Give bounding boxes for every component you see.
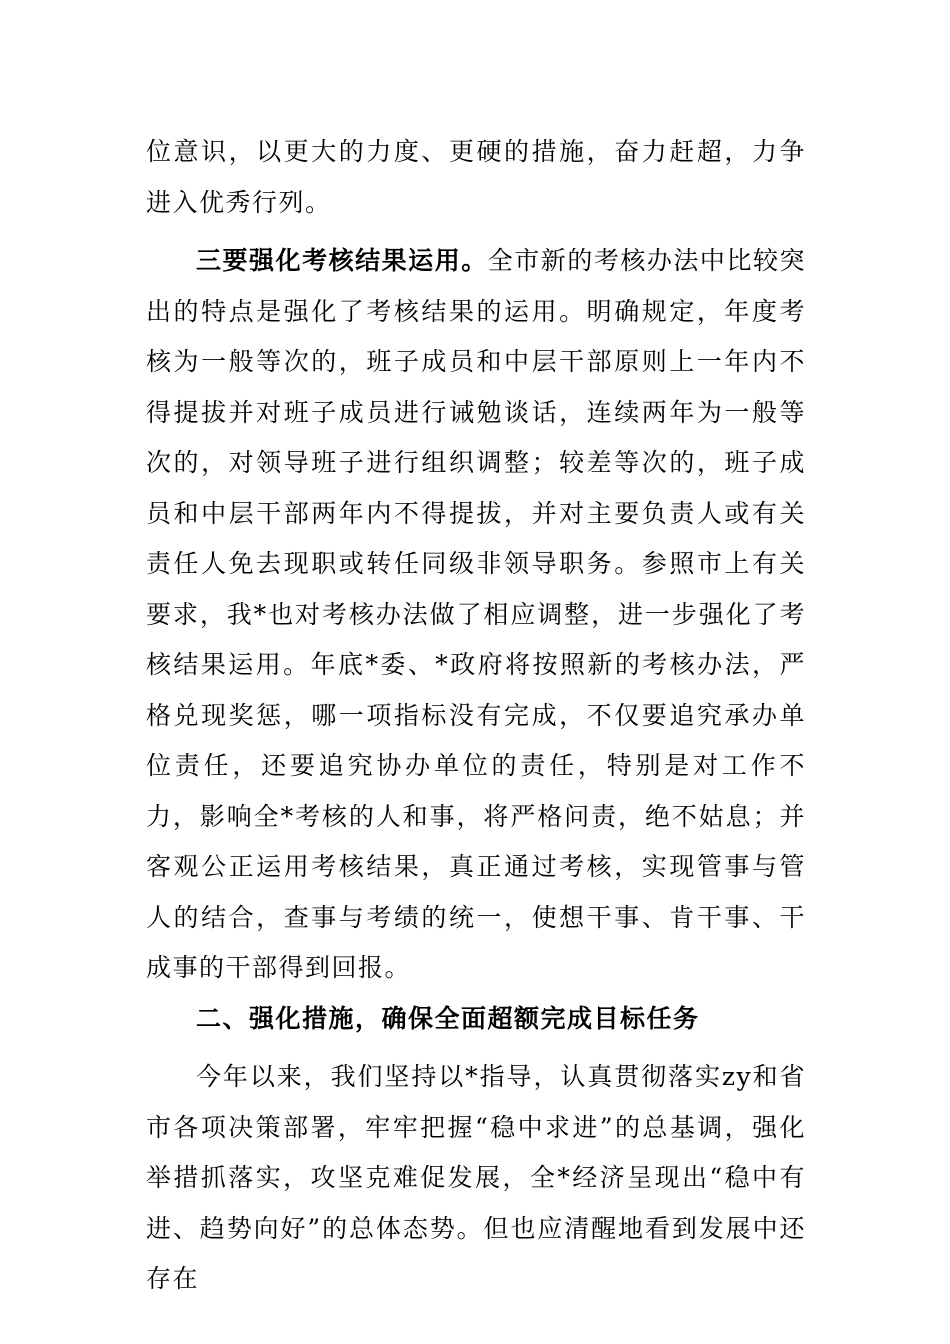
paragraph-2-lead: 三要强化考核结果运用。 [196,246,488,275]
paragraph-2 [146,236,806,994]
document-page [146,127,806,1305]
section-heading-2: 二、强化措施，确保全面超额完成目标任务 [196,1003,700,1033]
paragraph-1: 位意识，以更大的力度、更硬的措施，奋力赶超，力争进入优秀行列。 [146,137,806,217]
paragraph-2-body: 全市新的考核办法中比较突出的特点是强化了考核结果的运用。明确规定，年度考核为一般等次的，班子成员和中层干部原则上一年内不得提拔并对班子成员进行诫勉谈话，连续两年为一般等次的，对领导班子进行组织调整；较差等次的，班子成员和中层干部两年内不得提拔，并对主要负责人或有关责任人免去现职或转任同级非领导职务。参照市上有关要求，我*也对考核办法做了相应调整，进一步强化了考核结果运用。年底*委、*政府将按照新的考核办法，严格兑现奖惩，哪一项指标没有完成，不仅要追究承办单位责任，还要追究协办单位的责任，特别是对工作不力，影响全*考核的人和事，将严格问责，绝不姑息；并客观公正运用考核结果，真正通过考核，实现管事与管人的结合，查事与考绩的统一，使想干事、肯干事、干成事的干部得到回报。 [146,246,806,982]
paragraph-3: 今年以来，我们坚持以*指导，认真贯彻落实zy和省市各项决策部署，牢牢把握“稳中求进”的总基调，强化举措抓落实，攻坚克难促发展，全*经济呈现出“稳中有进、趋势向好”的总体态势。但也应清醒地看到发展中还存在 [146,1062,806,1293]
